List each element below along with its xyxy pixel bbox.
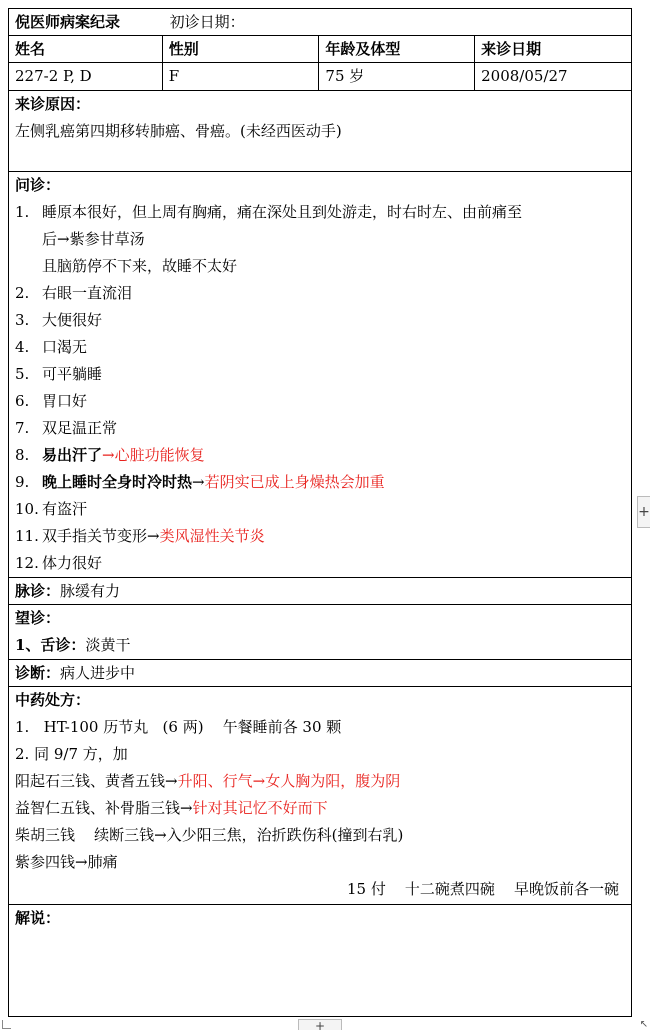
diagnosis-text: 病人进步中 xyxy=(60,664,136,682)
arrow-icon: → xyxy=(75,853,88,871)
reason-text: 左侧乳癌第四期移转肺癌、骨癌。(未经西医动手) xyxy=(15,122,342,140)
arrow-icon: → xyxy=(154,826,167,844)
inquiry-item-12 xyxy=(15,550,625,577)
inquiry-item-1-cont xyxy=(15,226,625,253)
tongue-text: 淡黄干 xyxy=(85,636,131,654)
prescription-line-5 xyxy=(15,822,625,849)
item-number: 4. xyxy=(15,338,30,356)
resize-handle-icon[interactable]: ↖ xyxy=(639,1019,648,1030)
herb-annotation: 升阳、行气 xyxy=(177,772,253,790)
prescription-line-2: 2. 同 9/7 方，加 xyxy=(15,745,128,763)
arrow-icon: → xyxy=(147,527,160,545)
arrow-icon: → xyxy=(180,799,193,817)
header-date: 来诊日期 xyxy=(475,36,632,63)
inquiry-item-8 xyxy=(15,442,625,469)
value-date: 2008/05/27 xyxy=(475,63,632,91)
item-annotation: 心脏功能恢复 xyxy=(114,446,205,464)
inquiry-item-10 xyxy=(15,496,625,523)
item-number: 11. xyxy=(15,527,39,545)
item-text: 双手指关节变形 xyxy=(42,527,148,545)
item-text: 胃口好 xyxy=(42,392,88,410)
prescription-line-1: 1. HT-100 历节丸 (6 两) 午餐睡前各 30 颗 xyxy=(15,718,342,736)
inquiry-item-6 xyxy=(15,388,625,415)
herb-text: 柴胡三钱 续断三钱 xyxy=(15,826,155,844)
item-text: 双足温正常 xyxy=(42,419,118,437)
add-row-button[interactable]: + xyxy=(298,1019,342,1030)
inquiry-item-3 xyxy=(15,307,625,334)
item-number: 8. xyxy=(15,446,30,464)
header-age: 年龄及体型 xyxy=(319,36,475,63)
item-text-bold: 易出汗了 xyxy=(42,446,103,464)
arrow-icon: → xyxy=(102,446,115,464)
inquiry-item-5 xyxy=(15,361,625,388)
herb-text: 阳起石三钱、黄耆五钱 xyxy=(15,772,166,790)
record-title: 倪医师病案纪录 xyxy=(15,13,121,31)
item-text: 后→紫参甘草汤 xyxy=(42,230,145,248)
inquiry-item-2 xyxy=(15,280,625,307)
item-text: 睡原本很好，但上周有胸痛，痛在深处且到处游走，时右时左、由前痛至 xyxy=(42,203,523,221)
tongue-label: 1、舌诊： xyxy=(15,636,86,654)
tongue-line xyxy=(15,632,625,659)
item-text: 大便很好 xyxy=(42,311,103,329)
inquiry-label: 问诊： xyxy=(15,176,61,194)
value-name: 227-2 P, D xyxy=(9,63,163,91)
item-number: 1. xyxy=(15,203,30,221)
explanation-section xyxy=(9,905,632,1017)
observe-section xyxy=(9,605,632,660)
prescription-label: 中药处方： xyxy=(15,691,91,709)
item-number: 6. xyxy=(15,392,30,410)
value-gender: F xyxy=(162,63,319,91)
prescription-section xyxy=(9,687,632,905)
prescription-line-6 xyxy=(15,849,625,876)
inquiry-item-1 xyxy=(15,199,625,226)
first-visit-label: 初诊日期： xyxy=(169,13,245,31)
case-record-table xyxy=(8,8,632,1017)
pulse-text: 脉缓有力 xyxy=(60,582,121,600)
prescription-line-4 xyxy=(15,795,625,822)
item-number: 7. xyxy=(15,419,30,437)
item-number: 10. xyxy=(15,500,39,518)
dosage-line: 15 付 十二碗煮四碗 早晚饭前各一碗 xyxy=(346,880,619,898)
arrow-icon: → xyxy=(252,772,266,790)
herb-text: 紫参四钱 xyxy=(15,853,76,871)
herb-note: 入少阳三焦，治折跌伤科(撞到右乳) xyxy=(166,826,404,844)
herb-text: 益智仁五钱、补骨脂三钱 xyxy=(15,799,181,817)
item-number: 3. xyxy=(15,311,30,329)
header-name: 姓名 xyxy=(9,36,163,63)
item-text: 可平躺睡 xyxy=(42,365,103,383)
pulse-section xyxy=(9,578,632,605)
explanation-label: 解说： xyxy=(15,909,61,927)
add-column-button[interactable]: + xyxy=(637,496,650,528)
item-number: 12. xyxy=(15,554,39,572)
header-gender: 性别 xyxy=(162,36,319,63)
herb-annotation: 女人胸为阳，腹为阴 xyxy=(265,772,401,790)
inquiry-item-4 xyxy=(15,334,625,361)
item-annotation: 类风湿性关节炎 xyxy=(159,527,265,545)
item-annotation: 若阴实已成上身燥热会加重 xyxy=(204,473,385,491)
diagnosis-label: 诊断： xyxy=(15,664,61,682)
inquiry-item-1-cont2 xyxy=(15,253,625,280)
diagnosis-section xyxy=(9,660,632,687)
observe-label: 望诊： xyxy=(15,609,61,627)
item-text: 体力很好 xyxy=(42,554,103,572)
pulse-label: 脉诊： xyxy=(15,582,61,600)
reason-label: 来诊原因： xyxy=(15,95,91,113)
item-text: 有盗汗 xyxy=(42,500,88,518)
inquiry-item-9 xyxy=(15,469,625,496)
arrow-icon: → xyxy=(192,473,205,491)
arrow-icon: → xyxy=(165,772,178,790)
value-age: 75 岁 xyxy=(319,63,475,91)
item-text: 口渴无 xyxy=(42,338,88,356)
reason-section xyxy=(9,91,632,172)
title-row xyxy=(9,9,632,36)
herb-annotation: 针对其记忆不好而下 xyxy=(192,799,328,817)
item-number: 5. xyxy=(15,365,30,383)
corner-mark-icon xyxy=(2,1020,11,1029)
item-number: 2. xyxy=(15,284,30,302)
item-text: 右眼一直流泪 xyxy=(42,284,133,302)
item-text-bold: 晚上睡时全身时冷时热 xyxy=(42,473,193,491)
prescription-line-3 xyxy=(15,768,625,795)
item-number: 9. xyxy=(15,473,30,491)
inquiry-item-11 xyxy=(15,523,625,550)
item-text: 且脑筋停不下来，故睡不太好 xyxy=(42,257,238,275)
inquiry-item-7 xyxy=(15,415,625,442)
herb-note: 肺痛 xyxy=(87,853,118,871)
inquiry-section xyxy=(9,172,632,578)
